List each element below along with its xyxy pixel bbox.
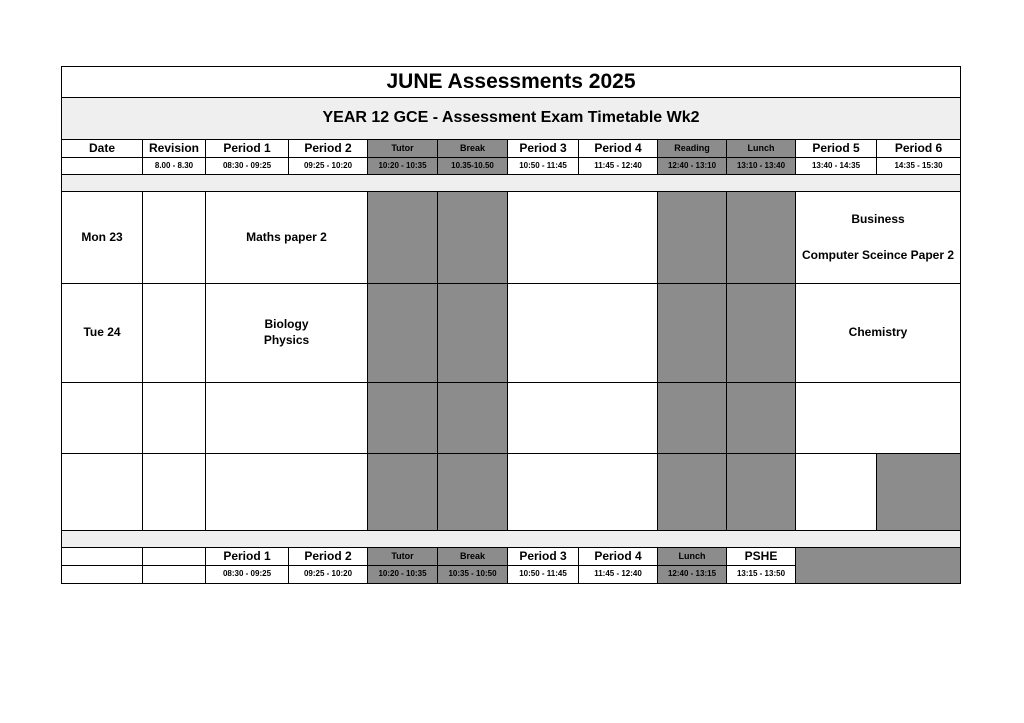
row-break-cell <box>437 382 508 454</box>
row-revision-cell <box>142 191 206 284</box>
time-revision: 8.00 - 8.30 <box>142 157 206 175</box>
footer-lunch: Lunch <box>657 547 727 566</box>
footer-blank <box>142 565 206 584</box>
header-reading: Reading <box>657 139 727 158</box>
row-revision-cell <box>142 382 206 454</box>
row-tutor-cell <box>367 382 438 454</box>
timetable <box>61 66 961 584</box>
header-lunch: Lunch <box>726 139 796 158</box>
header-period5: Period 5 <box>795 139 877 158</box>
footer-time-period2: 09:25 - 10:20 <box>288 565 368 584</box>
header-period3: Period 3 <box>507 139 579 158</box>
row-period3-4 <box>507 191 658 284</box>
row-period5-6 <box>795 283 961 383</box>
row-period5-cell <box>795 453 877 531</box>
header-period4: Period 4 <box>578 139 658 158</box>
row-tutor-cell <box>367 283 438 383</box>
exam-name: Maths paper 2 <box>246 229 327 244</box>
footer-blank <box>61 547 143 566</box>
row-break-cell <box>437 191 508 284</box>
row-reading-cell <box>657 283 727 383</box>
row-date: Tue 24 <box>61 283 143 383</box>
time-date <box>61 157 143 175</box>
header-period1: Period 1 <box>205 139 289 158</box>
row-tutor-cell <box>367 191 438 284</box>
header-period6: Period 6 <box>876 139 961 158</box>
exam-name: Physics <box>263 333 310 347</box>
footer-pshe: PSHE <box>726 547 796 566</box>
page-subtitle: YEAR 12 GCE - Assessment Exam Timetable Wk2 <box>61 97 961 140</box>
row-period6-cell <box>876 453 961 531</box>
row-revision-cell <box>142 453 206 531</box>
row-reading-cell <box>657 453 727 531</box>
footer-period1: Period 1 <box>205 547 289 566</box>
row-period3-4 <box>507 453 658 531</box>
time-period1: 08:30 - 09:25 <box>205 157 289 175</box>
exam-name: Business <box>851 211 905 226</box>
row-tutor-cell <box>367 453 438 531</box>
row-date <box>61 382 143 454</box>
row-lunch-cell <box>726 382 796 454</box>
header-revision: Revision <box>142 139 206 158</box>
row-lunch-cell <box>726 283 796 383</box>
time-period6: 14:35 - 15:30 <box>876 157 961 175</box>
time-period3: 10:50 - 11:45 <box>507 157 579 175</box>
spacer-band <box>61 530 961 548</box>
footer-time-tutor: 10:20 - 10:35 <box>367 565 438 584</box>
row-period5-6 <box>795 191 961 284</box>
row-period5-6 <box>795 382 961 454</box>
time-lunch: 13:10 - 13:40 <box>726 157 796 175</box>
time-reading: 12:40 - 13:10 <box>657 157 727 175</box>
footer-period2: Period 2 <box>288 547 368 566</box>
header-tutor: Tutor <box>367 139 438 158</box>
footer-period4: Period 4 <box>578 547 658 566</box>
time-period4: 11:45 - 12:40 <box>578 157 658 175</box>
footer-time-break: 10:35 - 10:50 <box>437 565 508 584</box>
row-date <box>61 453 143 531</box>
row-break-cell <box>437 283 508 383</box>
footer-period3: Period 3 <box>507 547 579 566</box>
row-period3-4 <box>507 382 658 454</box>
time-tutor: 10:20 - 10:35 <box>367 157 438 175</box>
footer-blank <box>142 547 206 566</box>
time-break: 10.35-10.50 <box>437 157 508 175</box>
footer-shaded-block <box>795 547 961 584</box>
row-date: Mon 23 <box>61 191 143 284</box>
row-break-cell <box>437 453 508 531</box>
footer-blank <box>61 565 143 584</box>
row-reading-cell <box>657 191 727 284</box>
row-lunch-cell <box>726 453 796 531</box>
row-reading-cell <box>657 382 727 454</box>
page-title: JUNE Assessments 2025 <box>61 66 961 98</box>
row-period1-2 <box>205 283 368 383</box>
footer-time-period1: 08:30 - 09:25 <box>205 565 289 584</box>
header-date: Date <box>61 139 143 158</box>
time-period5: 13:40 - 14:35 <box>795 157 877 175</box>
exam-name: Biology <box>264 317 309 332</box>
row-period3-4 <box>507 283 658 383</box>
footer-time-period3: 10:50 - 11:45 <box>507 565 579 584</box>
row-period1-2 <box>205 453 368 531</box>
exam-name: Chemistry <box>848 325 908 340</box>
header-period2: Period 2 <box>288 139 368 158</box>
header-break: Break <box>437 139 508 158</box>
footer-time-lunch: 12:40 - 13:15 <box>657 565 727 584</box>
footer-time-period4: 11:45 - 12:40 <box>578 565 658 584</box>
row-revision-cell <box>142 283 206 383</box>
row-period1-2 <box>205 382 368 454</box>
time-period2: 09:25 - 10:20 <box>288 157 368 175</box>
row-period1-2 <box>205 191 368 284</box>
footer-time-pshe: 13:15 - 13:50 <box>726 565 796 584</box>
spacer-band <box>61 174 961 192</box>
footer-tutor: Tutor <box>367 547 438 566</box>
row-lunch-cell <box>726 191 796 284</box>
footer-break: Break <box>437 547 508 566</box>
exam-name: Computer Sceince Paper 2 <box>801 247 955 262</box>
